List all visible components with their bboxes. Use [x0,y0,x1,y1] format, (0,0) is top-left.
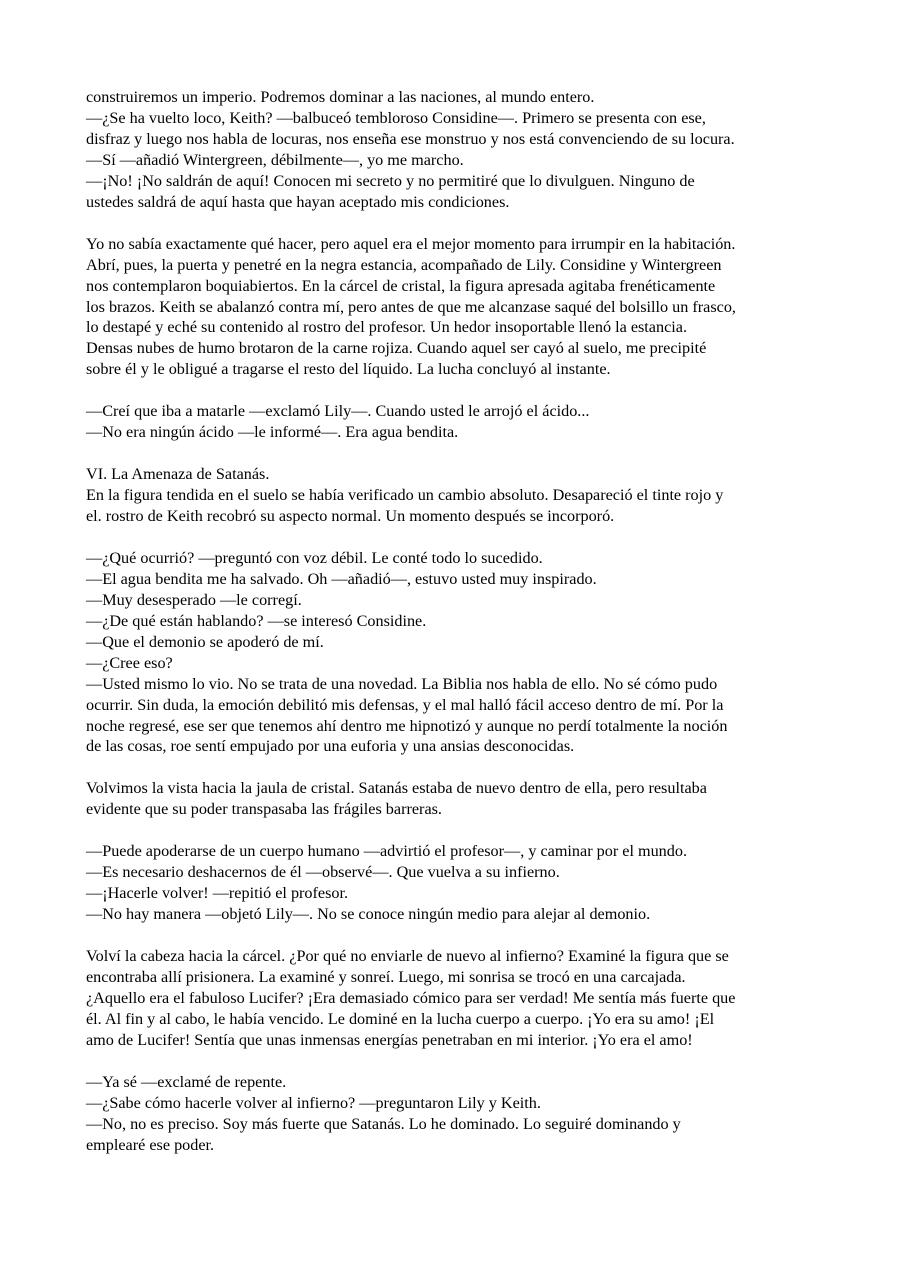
text-line: En la figura tendida en el suelo se había verificado un cambio absoluto. Desapareció el tinte rojo y [86,486,724,505]
paragraph [86,841,826,925]
text-line: —Sí —añadió Wintergreen, débilmente—, yo me marcho. [86,150,464,169]
text-line: emplearé ese poder. [86,1135,215,1154]
text-line: —Puede apoderarse de un cuerpo humano —advirtió el profesor—, y caminar por el mundo. [86,842,688,861]
paragraph [86,778,826,820]
chapter-section [86,464,826,527]
text-line: Volví la cabeza hacia la cárcel. ¿Por qué no enviarle de nuevo al infierno? Examiné la figura que se [86,946,729,965]
text-line: los brazos. Keith se abalanzó contra mí, pero antes de que me alcanzase saqué del bolsillo un frasco, [86,297,736,316]
text-line: ustedes saldrá de aquí hasta que hayan aceptado mis condiciones. [86,192,510,211]
paragraph [86,946,826,1051]
text-line: encontraba allí prisionera. La examiné y sonreí. Luego, mi sonrisa se trocó en una carcajada. [86,967,686,986]
text-line: lo destapé y eché su contenido al rostro del profesor. Un hedor insoportable llenó la estancia. [86,318,687,337]
text-line: ¿Aquello era el fabuloso Lucifer? ¡Era demasiado cómico para ser verdad! Me sentía más fuerte que [86,988,736,1007]
text-line: noche regresé, ese ser que tenemos ahí dentro me hipnotizó y aunque no perdí totalmente la noción [86,716,728,735]
paragraph [86,234,826,381]
text-line: —¡Hacerle volver! —repitió el profesor. [86,884,349,903]
text-line: —Es necesario deshacernos de él —observé—. Que vuelva a su infierno. [86,863,560,882]
text-line: —Que el demonio se apoderó de mí. [86,632,324,651]
document-page [86,87,826,1155]
text-line: nos contemplaron boquiabiertos. En la cárcel de cristal, la figura apresada agitaba frenéticamente [86,276,716,295]
text-line: sobre él y le obligué a tragarse el resto del líquido. La lucha concluyó al instante. [86,360,611,379]
text-line: —Usted mismo lo vio. No se trata de una novedad. La Biblia nos habla de ello. No sé cómo pudo [86,674,718,693]
text-line: —¿De qué están hablando? —se interesó Considine. [86,611,427,630]
text-line: el. rostro de Keith recobró su aspecto normal. Un momento después se incorporó. [86,507,615,526]
text-line: —No hay manera —objetó Lily—. No se conoce ningún medio para alejar al demonio. [86,905,651,924]
chapter-heading: VI. La Amenaza de Satanás. [86,465,270,484]
paragraph [86,401,826,443]
text-line: —¡No! ¡No saldrán de aquí! Conocen mi secreto y no permitiré que lo divulguen. Ninguno de [86,171,695,190]
paragraph [86,1072,826,1156]
text-line: amo de Lucifer! Sentía que unas inmensas energías penetraban en mi interior. ¡Yo era el amo! [86,1030,693,1049]
text-line: —Ya sé —exclamé de repente. [86,1072,287,1091]
text-line: —Muy desesperado —le corregí. [86,590,302,609]
text-line: Yo no sabía exactamente qué hacer, pero aquel era el mejor momento para irrumpir en la habitación. [86,234,736,253]
text-line: —No, no es preciso. Soy más fuerte que Satanás. Lo he dominado. Lo seguiré dominando y [86,1114,681,1133]
paragraph [86,87,826,213]
text-line: Densas nubes de humo brotaron de la carne rojiza. Cuando aquel ser cayó al suelo, me precipité [86,339,707,358]
text-line: —¿Cree eso? [86,653,173,672]
text-line: ocurrir. Sin duda, la emoción debilitó mis defensas, y el mal halló fácil acceso dentro de mí. Por la [86,695,724,714]
text-line: —¿Se ha vuelto loco, Keith? —balbuceó tembloroso Considine—. Primero se presenta con ese, [86,108,706,127]
text-line: —El agua bendita me ha salvado. Oh —añadió—, estuvo usted muy inspirado. [86,569,597,588]
text-line: —Creí que iba a matarle —exclamó Lily—. Cuando usted le arrojó el ácido... [86,402,590,421]
text-line: Abrí, pues, la puerta y penetré en la negra estancia, acompañado de Lily. Considine y Wintergreen [86,255,722,274]
text-line: —¿Qué ocurrió? —preguntó con voz débil. Le conté todo lo sucedido. [86,548,543,567]
text-line: evidente que su poder transpasaba las frágiles barreras. [86,800,442,819]
paragraph [86,548,826,758]
text-line: Volvimos la vista hacia la jaula de cristal. Satanás estaba de nuevo dentro de ella, pero resultaba [86,779,707,798]
text-line: —¿Sabe cómo hacerle volver al infierno? —preguntaron Lily y Keith. [86,1093,541,1112]
text-line: disfraz y luego nos habla de locuras, nos enseña ese monstruo y nos está convenciendo de su locura. [86,129,735,148]
text-line: —No era ningún ácido —le informé—. Era agua bendita. [86,423,459,442]
text-line: de las cosas, roe sentí empujado por una euforia y una ansias desconocidas. [86,737,575,756]
text-line: él. Al fin y al cabo, le había vencido. Le dominé en la lucha cuerpo a cuerpo. ¡Yo era su amo! ¡El [86,1009,715,1028]
text-line: construiremos un imperio. Podremos dominar a las naciones, al mundo entero. [86,88,595,106]
